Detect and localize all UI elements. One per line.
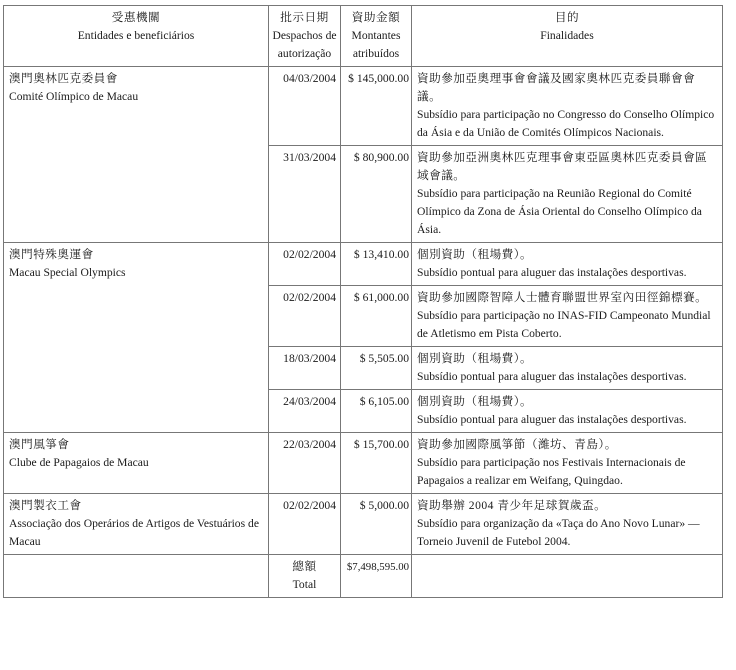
purpose-zh: 資助參加國際風箏節（濰坊、青島）。 [417, 438, 617, 451]
purpose-zh: 個別資助（租場費）。 [417, 395, 533, 408]
table-row [4, 494, 723, 555]
table-row [4, 433, 723, 494]
grant-date: 18/03/2004 [269, 347, 341, 390]
grants-table [3, 5, 723, 598]
grant-date: 02/02/2004 [269, 494, 341, 555]
total-purpose-empty [412, 555, 723, 598]
total-label-pt: Total [292, 578, 317, 591]
header-date-pt-2: autorização [277, 47, 332, 60]
grant-purpose [412, 243, 723, 286]
entity-name-pt: Associação dos Operários de Artigos de Vestuários de Macau [9, 517, 259, 548]
header-amount-zh: 資助金額 [351, 11, 401, 24]
purpose-pt: Subsídio pontual para aluguer das instalações desportivas. [417, 370, 687, 383]
grant-date: 02/02/2004 [269, 286, 341, 347]
header-purpose-pt: Finalidades [540, 29, 594, 42]
header-purpose [412, 6, 723, 67]
purpose-zh: 資助參加國際智障人士體育聯盟世界室內田徑錦標賽。 [417, 291, 708, 304]
entity-name-pt: Comité Olímpico de Macau [9, 90, 139, 103]
purpose-pt: Subsídio pontual para aluguer das instalações desportivas. [417, 266, 687, 279]
total-row [4, 555, 723, 598]
grant-amount: $ 6,105.00 [341, 390, 412, 433]
table-row [4, 243, 723, 286]
total-label-zh: 總額 [292, 560, 317, 573]
entity-name-zh: 澳門製衣工會 [9, 499, 82, 512]
grant-amount: $ 15,700.00 [341, 433, 412, 494]
table-row [4, 67, 723, 146]
header-amount [341, 6, 412, 67]
grant-amount: $ 145,000.00 [341, 67, 412, 146]
total-amount: $7,498,595.00 [341, 555, 412, 598]
grant-purpose [412, 433, 723, 494]
table-header-row [4, 6, 723, 67]
purpose-zh: 資助參加亞洲奧林匹克理事會東亞區奧林匹克委員會區域會議。 [417, 151, 708, 182]
entity-cell [4, 243, 269, 433]
header-entity-zh: 受惠機關 [111, 11, 161, 24]
entity-cell [4, 67, 269, 243]
purpose-pt: Subsídio para organização da «Taça do Ano Novo Lunar» — Torneio Juvenil de Futebol 2004. [417, 517, 700, 548]
header-date-pt-1: Despachos de [272, 29, 337, 42]
total-empty-cell [4, 555, 269, 598]
entity-name-zh: 澳門奧林匹克委員會 [9, 72, 118, 85]
header-amount-pt-2: atribuídos [352, 47, 400, 60]
grant-amount: $ 5,000.00 [341, 494, 412, 555]
purpose-pt: Subsídio para participação na Reunião Regional do Comité Olímpico da Zona de Ásia Oriental do Conselho Olímpico da Ásia. [417, 187, 702, 236]
header-date-zh: 批示日期 [280, 11, 329, 24]
header-entity [4, 6, 269, 67]
header-date [269, 6, 341, 67]
entity-name-zh: 澳門風箏會 [9, 438, 70, 451]
purpose-zh: 資助舉辦 2004 青少年足球賀歲盃。 [417, 499, 607, 512]
header-amount-pt-1: Montantes [351, 29, 401, 42]
header-entity-pt: Entidades e beneficiários [77, 29, 195, 42]
entity-cell [4, 494, 269, 555]
grant-date: 31/03/2004 [269, 146, 341, 243]
header-purpose-zh: 目的 [554, 11, 580, 24]
entity-name-pt: Macau Special Olympics [9, 266, 126, 279]
grant-date: 04/03/2004 [269, 67, 341, 146]
grant-amount: $ 13,410.00 [341, 243, 412, 286]
grant-date: 02/02/2004 [269, 243, 341, 286]
purpose-zh: 資助參加亞奧理事會會議及國家奧林匹克委員聯會會議。 [417, 72, 696, 103]
grant-purpose [412, 390, 723, 433]
grant-purpose [412, 347, 723, 390]
grant-amount: $ 5,505.00 [341, 347, 412, 390]
grant-date: 22/03/2004 [269, 433, 341, 494]
purpose-zh: 個別資助（租場費）。 [417, 248, 533, 261]
grant-date: 24/03/2004 [269, 390, 341, 433]
purpose-pt: Subsídio para participação no INAS-FID Campeonato Mundial de Atletismo em Pista Coberto. [417, 309, 711, 340]
grant-purpose [412, 286, 723, 347]
purpose-pt: Subsídio pontual para aluguer das instalações desportivas. [417, 413, 687, 426]
entity-name-zh: 澳門特殊奧運會 [9, 248, 94, 261]
purpose-pt: Subsídio para participação no Congresso do Conselho Olímpico da Ásia e da União de Comités Olímpicos Nacionais. [417, 108, 715, 139]
entity-cell [4, 433, 269, 494]
grant-purpose [412, 67, 723, 146]
total-label-cell [269, 555, 341, 598]
grant-purpose [412, 494, 723, 555]
purpose-pt: Subsídio para participação nos Festivais Internacionais de Papagaios a realizar em Weifang, Quingdao. [417, 456, 686, 487]
grant-amount: $ 80,900.00 [341, 146, 412, 243]
grant-purpose [412, 146, 723, 243]
grant-amount: $ 61,000.00 [341, 286, 412, 347]
entity-name-pt: Clube de Papagaios de Macau [9, 456, 149, 469]
purpose-zh: 個別資助（租場費）。 [417, 352, 533, 365]
